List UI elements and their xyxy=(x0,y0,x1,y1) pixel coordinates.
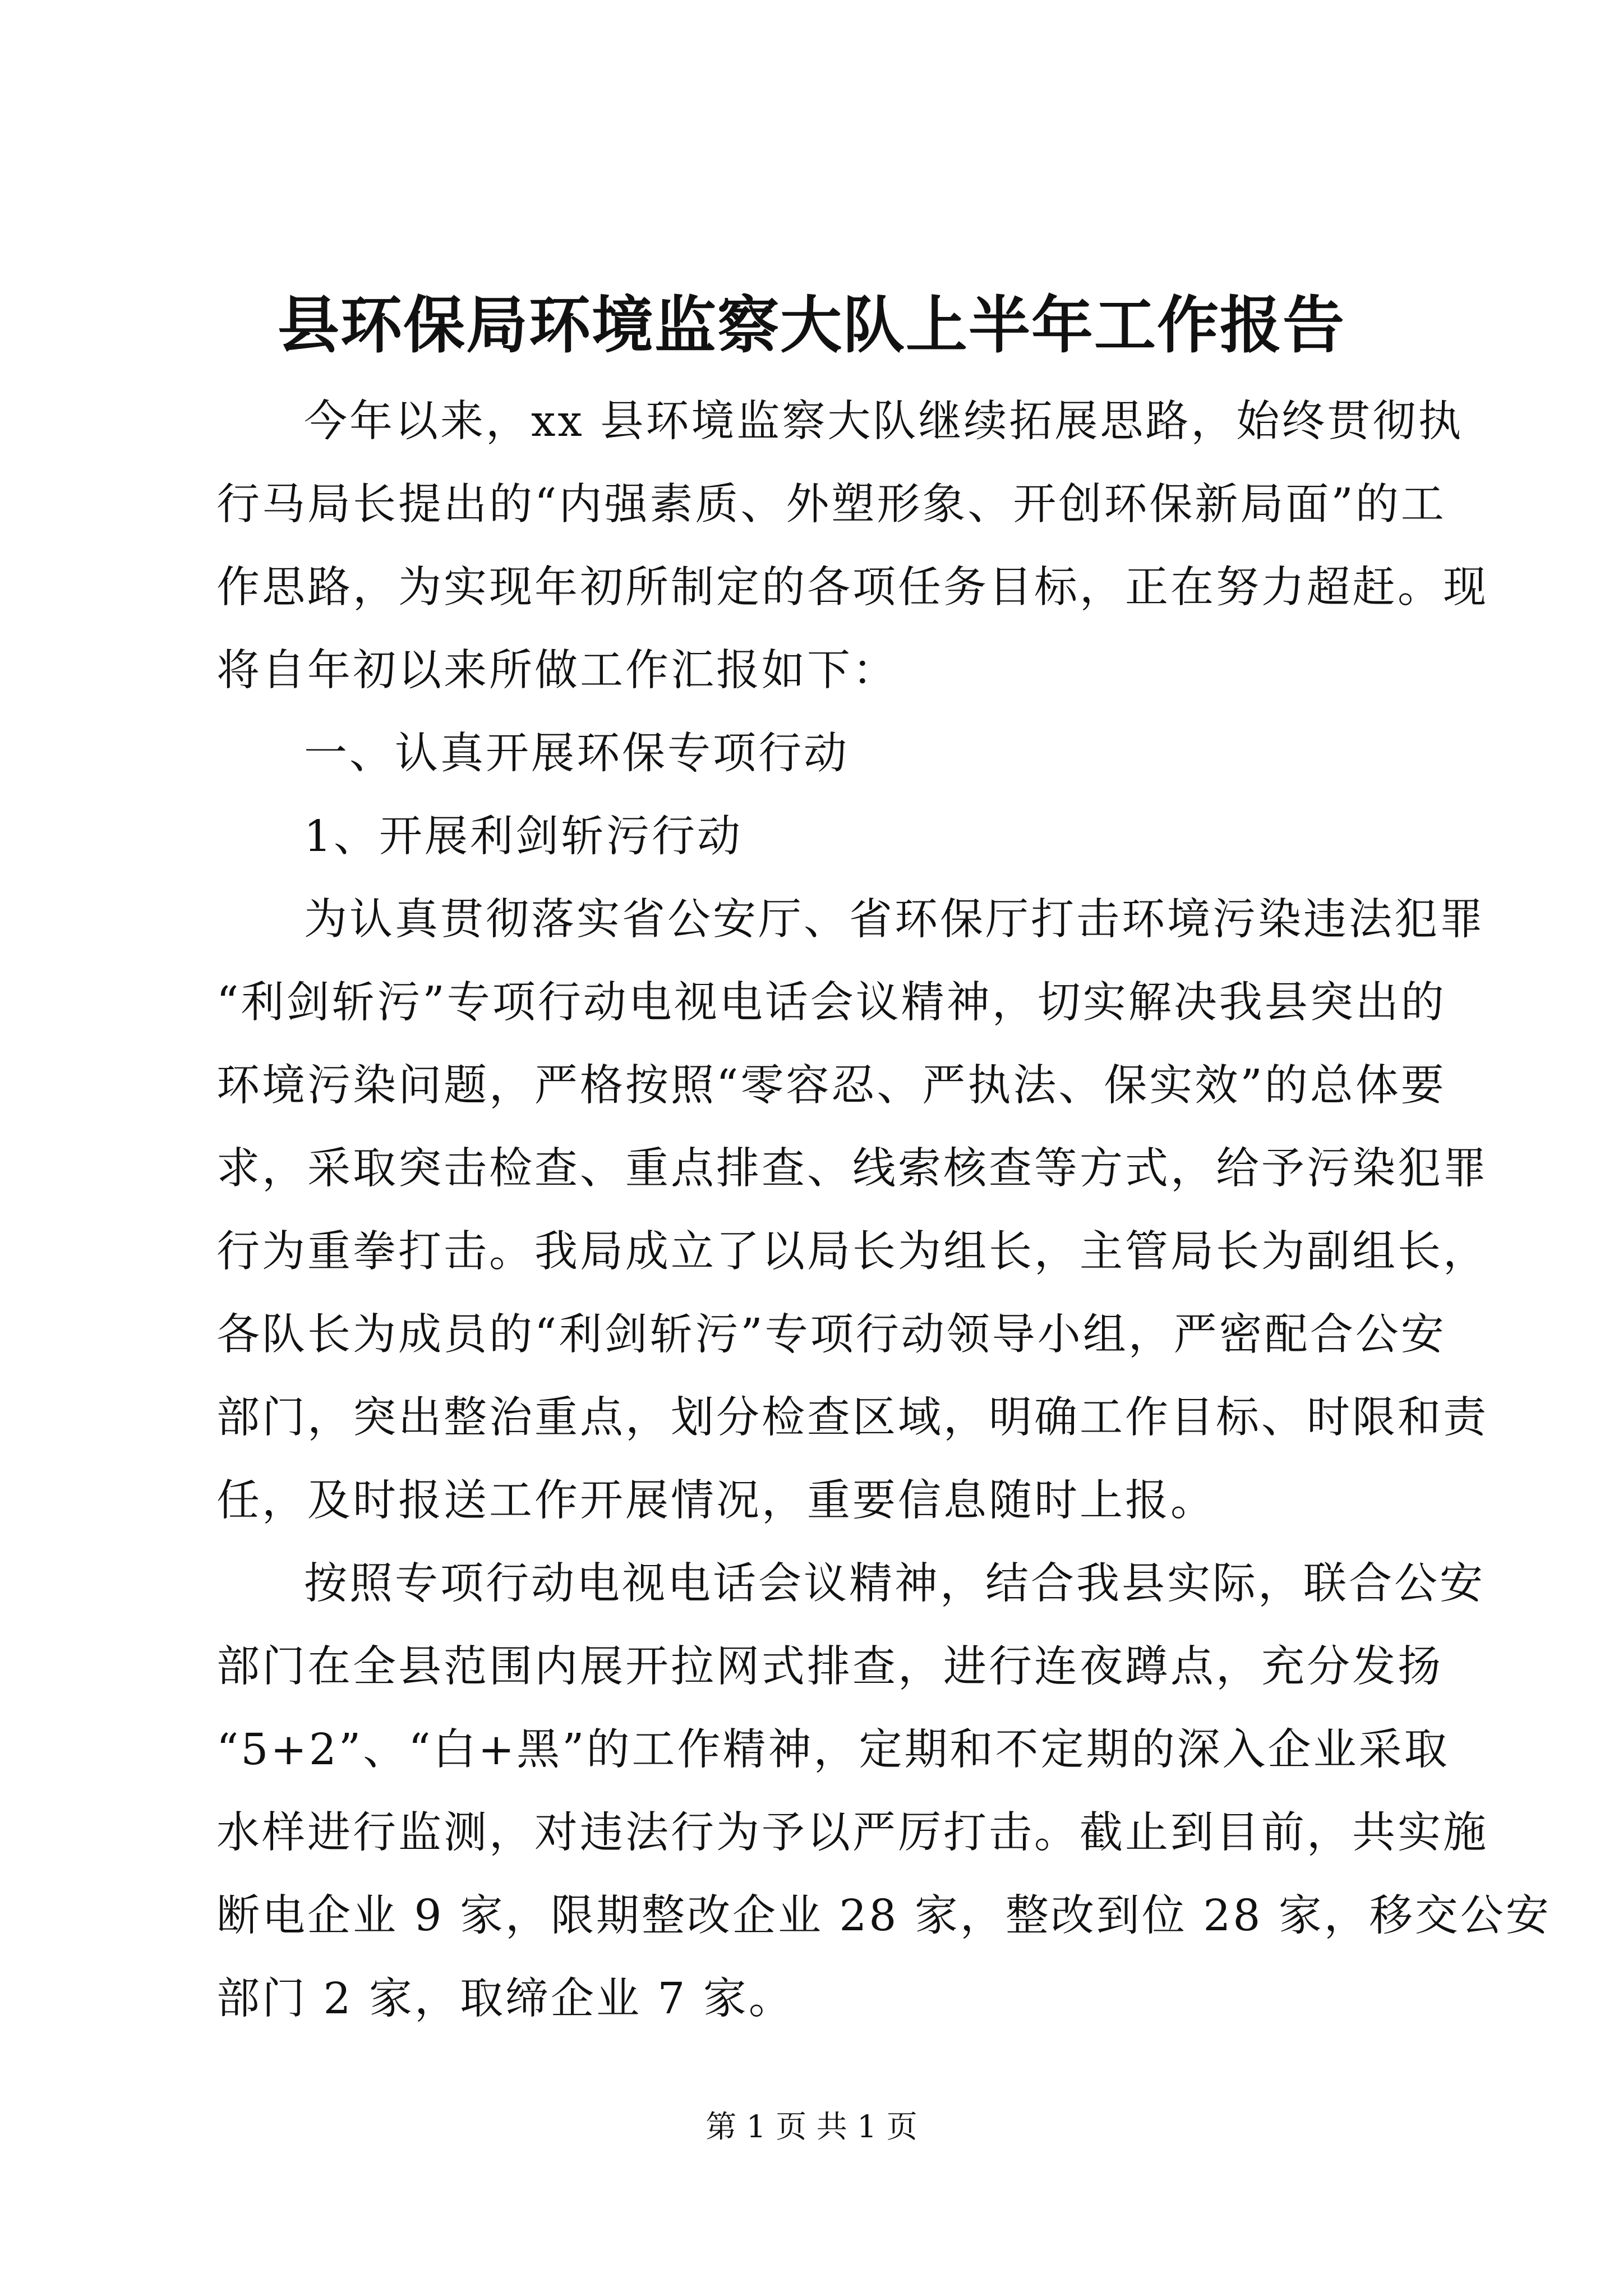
text-line: 部门 2 家，取缔企业 7 家。 xyxy=(216,1974,794,2024)
text-line: “利剑斩污”专项行动电视电话会议精神，切实解决我县突出的 xyxy=(216,978,1446,1028)
text-line: 按照专项行动电视电话会议精神，结合我县实际，联合公安 xyxy=(304,1559,1485,1609)
paragraph-action xyxy=(216,878,1488,1543)
text-line: 部门在全县范围内展开拉网式排查，进行连夜蹲点，充分发扬 xyxy=(216,1642,1443,1692)
text-line: 将自年初以来所做工作汇报如下： xyxy=(216,646,898,696)
text-line: 一、认真开展环保专项行动 xyxy=(304,729,849,779)
text-line: 各队长为成员的“利剑斩污”专项行动领导小组，严密配合公安 xyxy=(216,1310,1446,1360)
text-line: 今年以来，xx 县环境监察大队继续拓展思路，始终贯彻执 xyxy=(304,397,1464,447)
text-line: 水样进行监测，对违法行为予以严厉打击。截止到目前，共实施 xyxy=(216,1808,1488,1858)
text-line: 行马局长提出的“内强素质、外塑形象、开创环保新局面”的工 xyxy=(216,480,1446,530)
text-line: 断电企业 9 家，限期整改企业 28 家，整改到位 28 家，移交公安 xyxy=(216,1891,1551,1941)
document-body xyxy=(216,380,1551,2041)
text-line: 部门，突出整治重点，划分检查区域，明确工作目标、时限和责 xyxy=(216,1393,1488,1443)
text-line: 1、开展利剑斩污行动 xyxy=(304,812,743,862)
section-heading xyxy=(216,712,1417,795)
text-line: 行为重拳打击。我局成立了以局长为组长，主管局长为副组长， xyxy=(216,1227,1488,1277)
page-number-footer: 第 1 页 共 1 页 xyxy=(706,2109,917,2145)
text-line: 任，及时报送工作开展情况，重要信息随时上报。 xyxy=(216,1476,1216,1526)
text-line: 环境污染问题，严格按照“零容忍、严执法、保实效”的总体要 xyxy=(216,1061,1446,1111)
text-line: 作思路，为实现年初所制定的各项任务目标，正在努力超赶。现 xyxy=(216,563,1488,613)
text-line: 为认真贯彻落实省公安厅、省环保厅打击环境污染违法犯罪 xyxy=(304,895,1485,945)
text-line: “5+2”、“白+黑”的工作精神，定期和不定期的深入企业采取 xyxy=(216,1725,1450,1775)
subsection-heading xyxy=(216,795,1417,878)
paragraph-results xyxy=(216,1543,1551,2041)
paragraph-intro xyxy=(216,380,1488,712)
text-line: 求，采取突击检查、重点排查、线索核查等方式，给予污染犯罪 xyxy=(216,1144,1488,1194)
document-title: 县环保局环境监察大队上半年工作报告 xyxy=(278,289,1345,361)
